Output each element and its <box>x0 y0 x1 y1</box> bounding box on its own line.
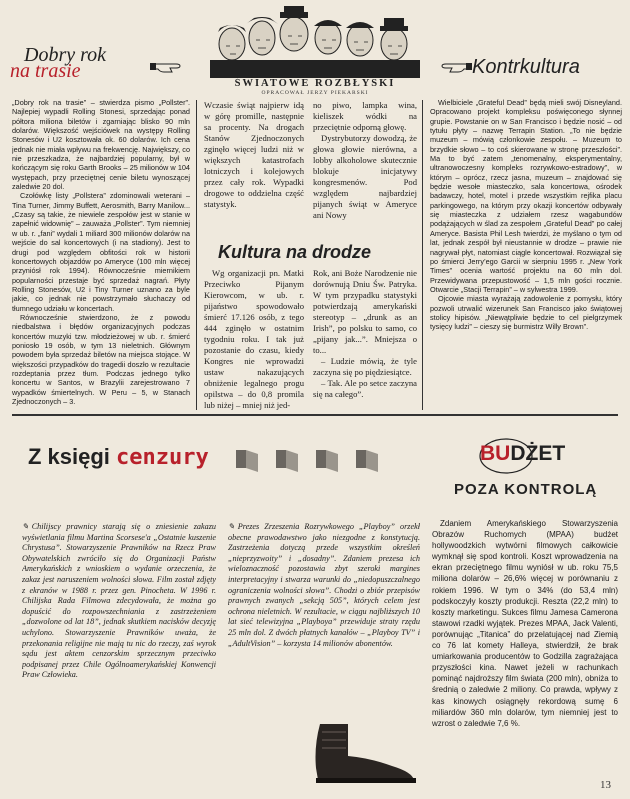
article-dobry-rok <box>12 98 190 410</box>
article-paragraph: – Tak. Ale po setce zaczyna się na całego”. <box>313 378 417 399</box>
headline-cenzura-part1: Z księgi <box>28 444 110 469</box>
header-left-title-line2: na trasie <box>10 60 81 82</box>
article-paragraph <box>22 522 216 681</box>
article-kultura-col-b <box>313 268 417 410</box>
headline-budzet-rest: DŻET <box>510 442 566 465</box>
boot-illustration <box>300 722 420 784</box>
article-swieta-cont <box>313 100 417 236</box>
page-number: 13 <box>600 779 611 791</box>
column-divider <box>196 100 197 410</box>
article-cenzura-col-a <box>22 522 216 722</box>
header-right-title: Kontrkultura <box>472 56 580 78</box>
article-paragraph: Wielbiciele „Grateful Dead” będą mieli swój Disneyland. Opracowano projekt kompleksu poświęconego słynnej grupie. Powstanie on w San Francisco i będzie nosić – od tytułu płyty – nazwę Terrapin Station. „To nie będzie muzeum – mówią członkowie zespołu. – Muzeum to brzydkie słowo – to coś skierowane w stronę przeszłości”. Ma to być zatem „tenomenalny, eksperymentalny, ultranowoczesny kompleks rozrywkowo-estradowy”, w którym – oprócz, rzecz jasna, muzeum – znajdować się będzie wesołe miasteczko, sala koncertowa, ośrodek badawczy, hotel, motel i przede wszystkim rejfika placu parkingowego, na którym przy okazji koncertów odbywały się miasteczka z udziałem rzesz wagabundów podążających w ślad za zespołem „Grateful Dead” po całej Ameryce. Basista Phil Lesh twierdzi, że myślano o tym od lat, jednak zespół był nieustannie w drodze – prawie nie nagrywał płyt, natomiast ciągle koncertował. Rozwiązał się po śmierci Jerry’ego Garcii w sierpniu 1995 r. „New York Times” ocenia wartość projektu na 60 mln dol. Przewidywana przepustowość – 1,5 mln gości rocznie. Otwarcie „Stacji Terrapin” – w sylwestra 1999. <box>430 98 622 294</box>
article-paragraph <box>228 522 420 649</box>
headline-budzet-bu: BU <box>480 442 511 465</box>
pencil-icon: ✎ <box>228 522 235 531</box>
article-kultura-col-a <box>204 268 304 410</box>
pencil-icon: ✎ <box>22 522 29 531</box>
books-icon <box>232 446 402 472</box>
article-paragraph: Równocześnie stwierdzono, że z powodu niedbalstwa i błędów organizacyjnych podczas koncertów muzyki tzw. młodzieżowej w ub. r. śmierć poniosło 19 osób, w tym 13 nieletnich. Głównym powodem była sprzedaż biletów na miejsca stojące. W większości przypadków do tragedii doszło w rezultacie rozdeptania przez tłum. Podczas jednego tylko koncertu w Santos, w Brazylii zarejestrowano 7 wypadków śmiertelnych. W Peru – 5, w Stanach Zjednoczonych – 3. <box>12 312 190 406</box>
article-paragraph: Wczasie świąt najpierw idą w górę promille, następnie sa procenty. Na drogach Stanów Zjednoczonych zginęło więcej ludzi niż w większych katastrofach lotniczych i kolejowych przez cały rok. Wypadki drogowe to oddzielna część statystyk. <box>204 100 304 209</box>
pointing-hand-icon-left <box>430 58 472 74</box>
article-budzet <box>432 518 618 778</box>
headline-budzet-line2: POZA KONTROLĄ <box>454 481 598 498</box>
headline-cenzura <box>28 444 209 470</box>
article-paragraph: Ojcowie miasta wyrażają zadowolenie z pomysłu, który pozwoli utrwalić wizerunek San Francisco jako świątowej stolicy hipisów. „Niewątpliwie będzie to cel pielgrzymek tysięcy ludzi” – cieszy się burmistrz Willy Brown”. <box>430 294 622 332</box>
section-divider <box>12 414 618 416</box>
pointing-hand-icon <box>150 58 192 74</box>
portrait-illustration <box>210 4 420 78</box>
article-paragraph-text: Chilijscy prawnicy starają się o zniesienie zakazu wyświetlania filmu Martina Scorsese'a „Ostatnie kuszenie Chrystusa”. Stowarzyszenie Prawników na Rzecz Praw Obywatelskich zwróciło się do Organizacji Państw Amerykańskich z wnioskiem o wydanie orzeczenia, że zakaz jest naruszeniem wolności słowa. Film został zdjęty z ekranów w 1988 r. przez gen. Pinocheta. W 1996 r. Chilijska Rada Filmowa zdecydowała, że można go dopuścić do rozpowszechniania z zastrzeżeniem „dozwolone od lat 18”, jednak skutkiem nacisków decyzję uchylono. Stowarzyszenie Prawników uważa, że przekonania religijne nie mają tu nic do rzeczy, zaś wyrok sądu jest aktem cenzorskim sprzecznym przeciwko podpisanej przez Chile Ogólnoamerykańskiej Konwencji Praw Człowieka. <box>22 522 216 680</box>
article-paragraph: Rok, ani Boże Narodzenie nie dorównują Dniu Św. Patryka. W tym przypadku statystyki potwierdzają amerykański stereotyp – „drunk as an Irish”, po polsku to samo, co „pijany jak...”. Mniejsza o to... <box>313 268 417 355</box>
article-kontrkultura <box>430 98 622 410</box>
article-paragraph: – Ludzie mówią, że tyle zaczyna się po piędziesiątce. <box>313 356 417 377</box>
page-header <box>0 0 630 96</box>
article-paragraph: „Dobry rok na trasie” – stwierdza pismo „Pollster”. Najlepiej wypadli Rolling Stonesi, sprzedając ponad półtora miliona biletów i zgarniając blisko 90 mln dolarów. Większość wejściówek na występy Rolling Stonesów i U2 kosztowała ok. 60 dolarów. Ich cena jednak nie miała wpływu na frekwencję. Największy, co nie przeszkadza, że najbardziej popularny, był w kończącym się roku Garth Brooks – 25 milionów w 104 występach, przy przeciętnej cenie biletu wynoszącej zaledwie 20 dol. <box>12 98 190 192</box>
article-paragraph: Wg organizacji pn. Matki Przeciwko Pijanym Kierowcom, w ub. r. pijaństwo spowodowało śmierć 17.126 osób, z tego 444 zginęło w ostatnim tygodniu roku. I tak już pozostanie do czasu, kiedy Kongres nie wprowadzi ustaw nakazujących obniżenie legalnego progu opilstwa – do 0,8 promila lub niżej – mniej niż jed- <box>204 268 304 410</box>
header-center-title: ŚWIATOWE ROZBŁYSKI <box>234 78 396 89</box>
headline-cenzura-part2: cenzury <box>116 445 209 470</box>
article-paragraph: Dystrybutorzy dowodzą, że głowa głowie nierówna, a lobby alkoholowe skutecznie blokuje inicjatywy kongresmenów. Pod względem najbardziej pijanych świąt w Ameryce ani Nowy <box>313 133 417 220</box>
headline-kultura-na-drodze: Kultura na drodze <box>218 242 372 262</box>
column-divider <box>422 100 423 410</box>
article-paragraph: no piwo, lampka wina, kieliszek wódki na przeciętnie odporną głowę. <box>313 100 417 132</box>
header-left-title-line1: Dobry rok <box>24 44 107 66</box>
article-paragraph: Zdaniem Amerykańskiego Stowarzyszenia Obrazów Ruchomych (MPAA) budżet hollywoodzkich wytwórni filmowych całkowicie wymknął się spod kontroli. Koszt wprowadzenia na ekran przeciętnego filmu wyniósł w ub. roku 75,5 miliona dolarów – 26,6% więcej w porównaniu z rokiem 1996. W tym o 34% (do 53,4 mln) podskoczyły koszty produkcji. Reszta (22,2 mln) to koszty marketingu. Sukces filmu Jamesa Camerona stawowi rzadki wyjątek. Prezes MPAA, Jack Valenti, porównując „Titanica” do przelatującej nad Ziemią co 76 lat komety Halleya, stwierdził, że brak umiarkowania producentów to Godzilla zagrażająca przyszłości kina. Nawet jeżeli w rachunkach pominąć najdroższy film świata (200 mln), obniża to średnią o zaledwie 2 miliony. Co prawda, wpływy z kas kinowych osiągnęły rekordową sumę 6 miliardów 360 mln dolarów, tym niemniej jest to wzrost o zaledwie 7,6 %. <box>432 519 618 728</box>
article-swieta-intro <box>204 100 304 236</box>
article-paragraph: Czołówkę listy „Pollstera” zdominowali weterani – Tina Turner, Jimmy Buffett, Aerosmith, Barry Manilow... „Czasy są takie, że niewiele zespołów jest w stanie w zapełnić widownię” – zauważa „Pollster”. Tym niemniej w ub. r. „fani” wydali 1 miliard 300 milionów dolarów na wejście do sal koncertowych (i na stadiony). Jest to drugi pod względem obfitości rok w historii koncertowych objazdów po Ameryce (100 mln więcej przyniósł rok 1994). Równocześnie miernikiem popularności przestaje być sprzedaż nagrań. Płyty Rolling Stonesów, U2 i Tiny Turner uznano za byle jakie, co jednak nie powstrzymało słuchaczy od tłumnego udziału w koncertach. <box>12 191 190 313</box>
article-paragraph-text: Prezes Zrzeszenia Rozrywkowego „Playboy” orzekł obecne prawodawstwo jako niezgodne z konstytucją. Zastrzeżenia dotyczą przede wszystkim określeń „nieprzyzwoity” i „dosadny”. Zdaniem prezesa ich wieloznaczność pozostawia zbyt szeroki margines interpretacyjny i stwarza warunki do „niedopuszczalnego ograniczenia wolności słowa”. Chodzi o zbiór przepisów prawnych zwanych „sekcją 505”, których celem jest ochrona nieletnich. W rezultacie, w ciągu najbliższych 10 lat sieć telewizyjna „Playboya” przewiduje straty rzędu 25 mln dol. Z dwóch płatnych kanałów – „Playboy TV” i „AdultVision” – korzysta 14 milionów abonentów. <box>228 522 420 648</box>
header-center-subtitle: OPRACOWAŁ JERZY PIEKARSKI <box>261 90 369 96</box>
